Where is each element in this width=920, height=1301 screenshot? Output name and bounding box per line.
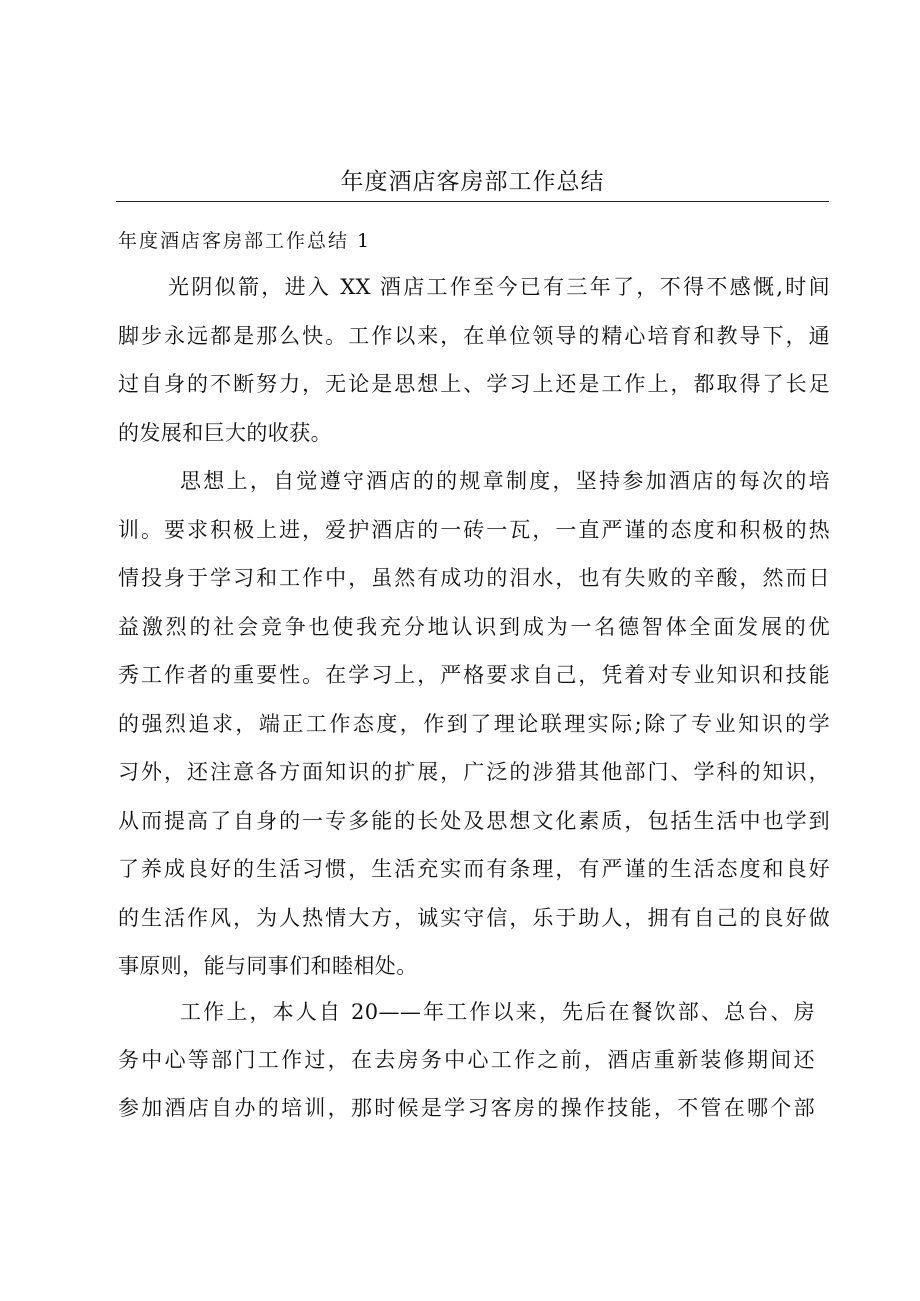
title-underline [116,201,829,202]
paragraph-line: 习外，还注意各方面知识的扩展，广泛的涉猎其他部门、学科的知识， [118,760,830,784]
paragraph-line: 情投身于学习和工作中，虽然有成功的泪水，也有失败的辛酸，然而日 [118,566,830,590]
paragraph-line: 思想上，自觉遵守酒店的的规章制度，坚持参加酒店的每次的培 [180,469,830,493]
paragraph-line: 益激烈的社会竞争也使我充分地认识到成为一名德智体全面发展的优 [118,614,830,639]
paragraph-line: 过自身的不断努力，无论是思想上、学习上还是工作上，都取得了长足 [118,372,830,396]
paragraph-line: 了养成良好的生活习惯，生活充实而有条理，有严谨的生活态度和良好 [118,857,830,881]
paragraph-2 [118,466,830,1000]
paragraph-line: 的发展和巨大的收获。 [118,420,332,445]
paragraph-line: 事原则，能与同事们和睦相处。 [118,954,418,978]
paragraph-line: 从而提高了自身的一专多能的长处及思想文化素质，包括生活中也学到 [118,808,830,833]
paragraph-3 [118,997,815,1141]
section-heading: 年度酒店客房部工作总结 1 [118,230,372,252]
document-title: 年度酒店客房部工作总结 [340,169,605,195]
paragraph-1 [118,272,830,466]
paragraph-line: 秀工作者的重要性。在学习上，严格要求自己，凭着对专业知识和技能 [118,663,830,687]
paragraph-line: 的强烈追求，端正工作态度，作到了理论联理实际;除了专业知识的学 [118,711,830,736]
paragraph-line: 工作上，本人自 20——年工作以来，先后在餐饮部、总台、房 [180,1000,815,1024]
paragraph-line: 参加酒店自办的培训，那时候是学习客房的操作技能，不管在哪个部 [118,1096,815,1120]
paragraph-line: 务中心等部门工作过，在去房务中心工作之前，酒店重新装修期间还 [118,1048,815,1072]
paragraph-line: 训。要求积极上进，爱护酒店的一砖一瓦，一直严谨的态度和积极的热 [118,517,830,542]
paragraph-line: 脚步永远都是那么快。工作以来，在单位领导的精心培育和教导下，通 [118,323,830,348]
paragraph-line: 光阴似箭，进入 XX 酒店工作至今已有三年了，不得不感慨,时间 [168,275,830,299]
paragraph-line: 的生活作风，为人热情大方，诚实守信，乐于助人，拥有自己的良好做 [118,905,830,930]
